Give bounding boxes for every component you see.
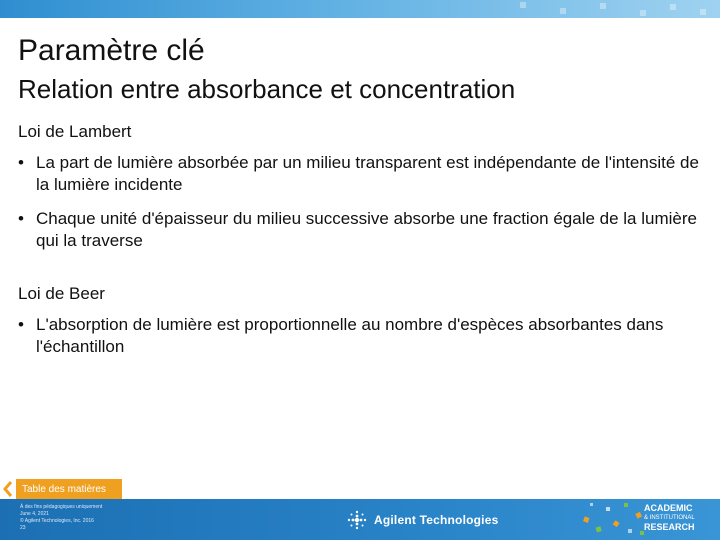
slide-subtitle: Relation entre absorbance et concentration [18,74,516,104]
institutional-line: & INSTITUTIONAL [644,515,695,521]
bullet-dot: • [18,153,24,172]
confetti-decoration [578,499,648,540]
agilent-brand-name: Agilent Technologies [374,513,499,527]
beer-heading: Loi de Beer [18,284,105,303]
academic-research-logo [644,503,695,533]
footer-note: À des fins pédagogiques uniquement [20,504,103,510]
footer-band [0,499,720,540]
footer-page-number: 23 [20,525,26,531]
lambert-bullet-1 [18,152,708,196]
lambert-bullet-2 [18,208,708,252]
agilent-spark-icon [346,509,368,531]
footer-copyright: © Agilent Technologies, Inc. 2016 [20,518,94,524]
header-band [0,0,720,18]
bullet-dot: • [18,315,24,334]
footer-date: June 4, 2021 [20,511,49,517]
slide-title: Paramètre clé [18,34,205,67]
bullet-text: La part de lumière absorbée par un milieu transparent est indépendante de l'intensité de la lumière incidente [36,153,699,194]
academic-line: ACADEMIC [644,503,693,513]
footer-meta [20,504,102,532]
chevron-left-icon [0,479,16,499]
bullet-text: Chaque unité d'épaisseur du milieu successive absorbe une fraction égale de la lumière qui la traverse [36,209,697,250]
agilent-logo [346,509,498,531]
table-of-contents-button[interactable] [0,479,122,499]
research-line: RESEARCH [644,522,695,532]
bullet-dot: • [18,209,24,228]
bullet-text: L'absorption de lumière est proportionnelle au nombre d'espèces absorbantes dans l'échantillon [36,315,664,356]
toc-label: Table des matières [22,483,106,495]
beer-bullet-1 [18,314,708,358]
slide-content [18,122,708,358]
lambert-heading: Loi de Lambert [18,122,132,141]
